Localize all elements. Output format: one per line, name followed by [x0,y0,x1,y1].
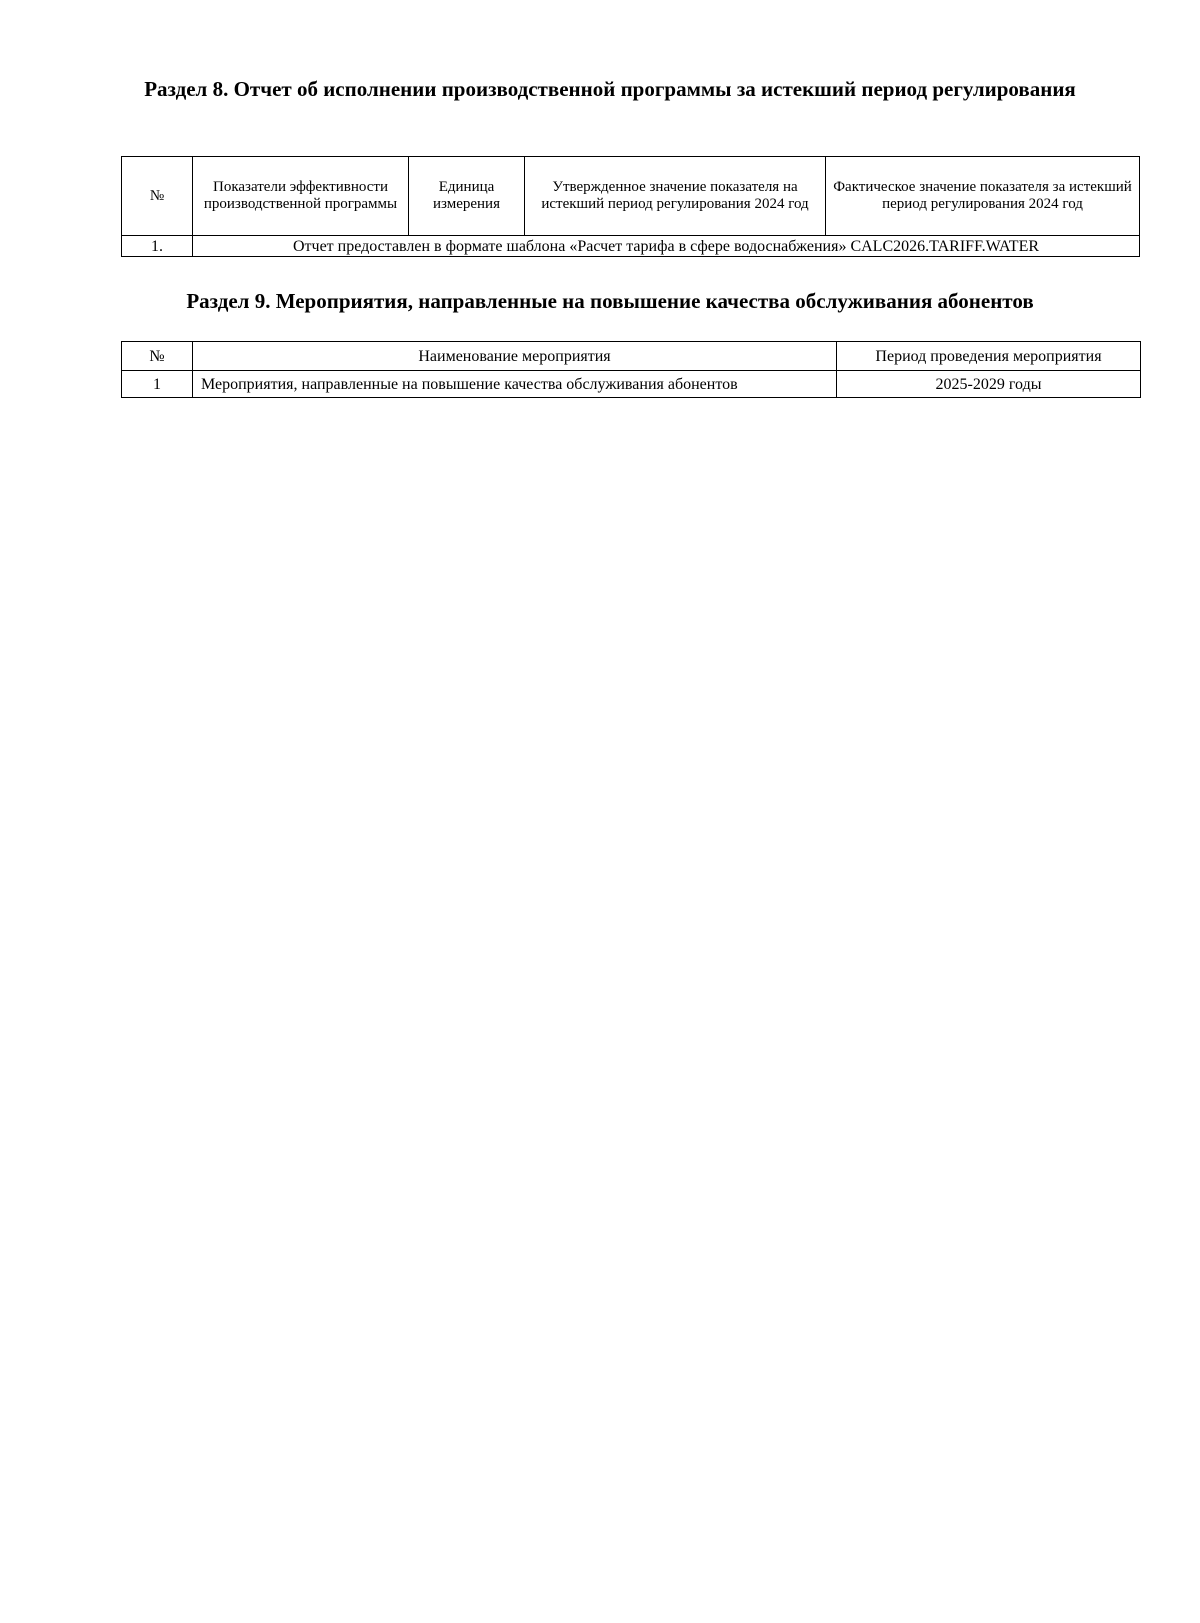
header-unit: Единица измерения [409,157,525,236]
section-9-title: Раздел 9. Мероприятия, направленные на повышение качества обслуживания абонентов [186,289,1034,313]
table-row [122,371,1141,398]
row-measure-name: Мероприятия, направленные на повышение качества обслуживания абонентов [193,371,837,398]
row-measure-period: 2025-2029 годы [837,371,1141,398]
row-num: 1 [122,371,193,398]
header-indicators: Показатели эффективности производственной программы [193,157,409,236]
section-8-table [121,156,1140,257]
section-8-title: Раздел 8. Отчет об исполнении производственной программы за истекший период регулирования [144,77,1076,101]
header-measure-period: Период проведения мероприятия [837,342,1141,371]
table-header-row [122,157,1140,236]
section-9-table [121,341,1141,398]
header-num: № [122,157,193,236]
header-approved-value: Утвержденное значение показателя на истекший период регулирования 2024 год [525,157,826,236]
table-header-row [122,342,1141,371]
header-actual-value: Фактическое значение показателя за истекший период регулирования 2024 год [826,157,1140,236]
header-num: № [122,342,193,371]
header-measure-name: Наименование мероприятия [193,342,837,371]
table-row [122,236,1140,257]
row-num: 1. [122,236,193,257]
row-report-note: Отчет предоставлен в формате шаблона «Расчет тарифа в сфере водоснабжения» CALC2026.TARIFF.WATER [193,236,1140,257]
